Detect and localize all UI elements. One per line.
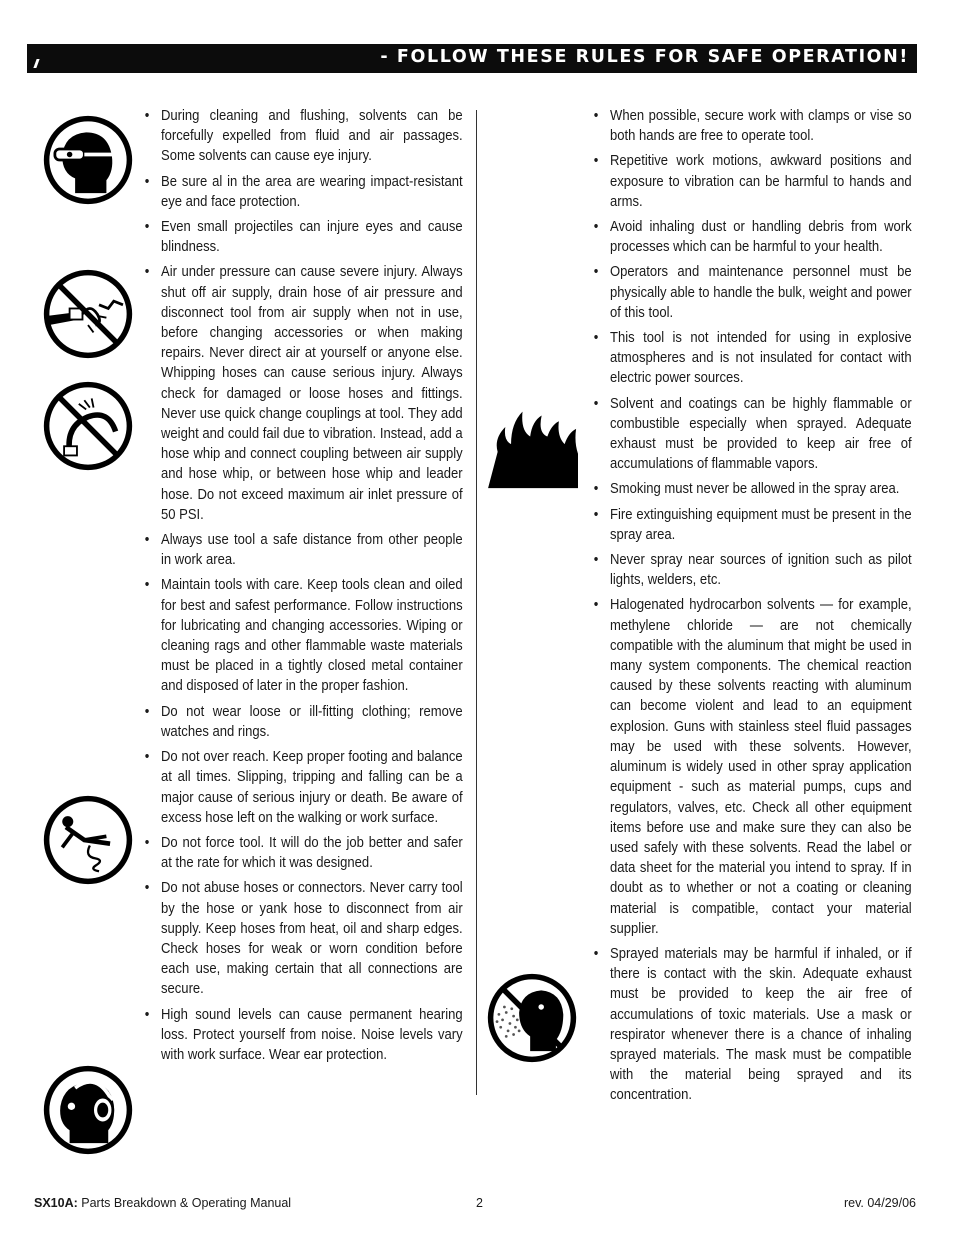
no-whipping-hose-icon bbox=[42, 380, 134, 472]
banner-corner-mark bbox=[33, 59, 39, 68]
rule-item: • Sprayed materials may be harmful if inhaled, or if there is contact with the skin. Adequate exhaust must be provided to keep the air free of accumulations of toxic materials. Use a mask or respirator whenever there is a chance of inhaling sprayed materials. The mask must be compatible with the material being sprayed and its concentration. bbox=[592, 944, 912, 1106]
eye-protection-icon bbox=[42, 114, 134, 206]
no-inhaling-spray-icon bbox=[486, 972, 578, 1064]
rule-item: • When possible, secure work with clamps or vise so both hands are free to operate tool. bbox=[592, 106, 912, 146]
left-rules-column bbox=[143, 106, 463, 1070]
right-rules-column bbox=[592, 106, 912, 1111]
rule-item: • Do not over reach. Keep proper footing and balance at all times. Slipping, tripping and falling can be a major cause of serious injury or death. Be aware of excess hose left on the walking or work surface. bbox=[143, 747, 463, 828]
revision-date: rev. 04/29/06 bbox=[843, 1196, 916, 1210]
rule-item: • Do not wear loose or ill-fitting clothing; remove watches and rings. bbox=[143, 702, 463, 742]
rule-item: • Operators and maintenance personnel must be physically able to handle the bulk, weight and power of this tool. bbox=[592, 262, 912, 323]
flame-icon bbox=[486, 404, 582, 492]
footer-title: Parts Breakdown & Operating Manual bbox=[77, 1196, 292, 1210]
footer-model: SX10A: bbox=[34, 1196, 78, 1210]
no-air-pressure-icon bbox=[42, 268, 134, 360]
rule-item: • Do not force tool. It will do the job better and safer at the rate for which it was designed. bbox=[143, 833, 463, 873]
rule-item: • High sound levels can cause permanent hearing loss. Protect yourself from noise. Noise levels vary with work surface. Wear ear protection. bbox=[143, 1005, 463, 1066]
rule-item: • Even small projectiles can injure eyes and cause blindness. bbox=[143, 217, 463, 257]
ear-protection-icon bbox=[42, 1064, 134, 1156]
rule-item: • Always use tool a safe distance from other people in work area. bbox=[143, 530, 463, 570]
rule-item: • Solvent and coatings can be highly flammable or combustible especially when sprayed. Adequate exhaust must be provided to keep air free of accumulations of flammable vapors. bbox=[592, 394, 912, 475]
page-number: 2 bbox=[476, 1196, 483, 1210]
rule-item: • Repetitive work motions, awkward positions and exposure to vibration can be harmful to hands and arms. bbox=[592, 151, 912, 212]
rule-item: • Be sure al in the area are wearing impact-resistant eye and face protection. bbox=[143, 172, 463, 212]
page-title: - FOLLOW THESE RULES FOR SAFE OPERATION! bbox=[380, 47, 909, 67]
rule-item: • Smoking must never be allowed in the spray area. bbox=[592, 479, 912, 499]
rule-item: • Avoid inhaling dust or handling debris from work processes which can be harmful to your health. bbox=[592, 217, 912, 257]
footer-manual-title bbox=[34, 1196, 291, 1210]
rule-item: • Halogenated hydrocarbon solvents — for example, methylene chloride — are not chemically compatible with the aluminum that might be used in many system components. The chemical reaction caused by these solvents reacting with aluminum can become violent and lead to an equipment explosion. Guns with stainless steel fluid passages may be used with these solvents. However, aluminum is widely used in other spray application equipment - such as material pumps, cups and regulators, valves, etc. Check all other equipment items before use and make sure they can also be used safely with these solvents. Read the label or data sheet for the material you intend to spray. If in doubt as to whether or not a coating or cleaning material is compatible, contact your material supplier. bbox=[592, 595, 912, 938]
rule-item: • Do not abuse hoses or connectors. Never carry tool by the hose or yank hose to disconnect from air supply. Keep hoses from heat, oil and sharp edges. Check hoses for weak or worn condition before each use, making certain that all connections are secure. bbox=[143, 878, 463, 999]
rule-item: • During cleaning and flushing, solvents can be forcefully expelled from fluid and air passages. Some solvents can cause eye injury. bbox=[143, 106, 463, 167]
rule-item: • Air under pressure can cause severe injury. Always shut off air supply, drain hose of air pressure and disconnect tool from air supply when not in use, before changing accessories or when making repairs. Never direct air at yourself or anyone else. Whipping hoses can cause serious injury. Always check for damaged or loose hoses and fittings. Never use quick change couplings at tool. They add weight and could fail due to vibration. Instead, add a hose whip and connect coupling between air supply and hose whip, or between hose whip and leader hose. Do not exceed maximum air inlet pressure of 50 PSI. bbox=[143, 262, 463, 525]
right-rules-list bbox=[592, 106, 912, 1106]
rule-item: • Never spray near sources of ignition such as pilot lights, welders, etc. bbox=[592, 550, 912, 590]
slip-trip-fall-icon bbox=[42, 794, 134, 886]
rule-item: • This tool is not intended for using in explosive atmospheres and is not insulated for contact with electric power sources. bbox=[592, 328, 912, 389]
rule-item: • Fire extinguishing equipment must be present in the spray area. bbox=[592, 505, 912, 545]
left-rules-list bbox=[143, 106, 463, 1065]
column-divider bbox=[476, 110, 477, 1095]
rule-item: • Maintain tools with care. Keep tools clean and oiled for best and safest performance. Follow instructions for lubricating and changing accessories. Wiping or cleaning rags and other flammable waste materials must be placed in a tightly closed metal container and disposed of later in the proper fashion. bbox=[143, 575, 463, 696]
header-banner bbox=[27, 44, 917, 73]
